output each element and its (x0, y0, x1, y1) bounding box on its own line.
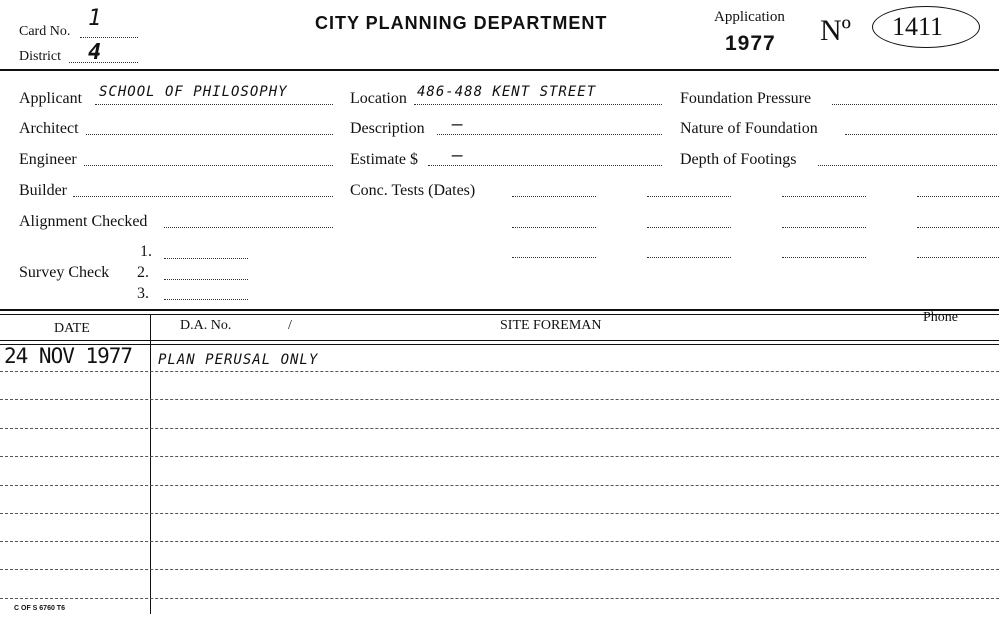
description-line (437, 134, 662, 135)
survey-2-line[interactable] (164, 279, 248, 280)
conc-test-slot-11[interactable] (782, 257, 866, 258)
conc-test-slot-3[interactable] (782, 196, 866, 197)
conc-test-slot-7[interactable] (782, 227, 866, 228)
conc-test-slot-8[interactable] (917, 227, 999, 228)
depth-footings-line[interactable] (818, 165, 997, 166)
survey-3-line[interactable] (164, 299, 248, 300)
da-no-header: D.A. No. (180, 318, 232, 333)
engineer-line[interactable] (84, 165, 333, 166)
district-label: District (19, 49, 61, 64)
table-row (0, 456, 999, 457)
phone-header: Phone (923, 310, 958, 325)
applicant-line (95, 104, 333, 105)
conc-test-slot-9[interactable] (512, 257, 596, 258)
conc-test-slot-10[interactable] (647, 257, 731, 258)
table-row (0, 399, 999, 400)
builder-line[interactable] (73, 196, 333, 197)
table-row (0, 371, 999, 372)
district-line (69, 62, 138, 63)
architect-line[interactable] (86, 134, 333, 135)
conc-test-slot-6[interactable] (647, 227, 731, 228)
card-no-value[interactable]: 1 (88, 6, 103, 31)
applicant-value[interactable]: SCHOOL OF PHILOSOPHY (99, 84, 288, 100)
description-label: Description (350, 120, 425, 137)
location-value[interactable]: 486-488 KENT STREET (417, 84, 597, 100)
alignment-label: Alignment Checked (19, 213, 148, 230)
survey-3-label: 3. (137, 285, 149, 302)
conc-test-slot-4[interactable] (917, 196, 999, 197)
conc-tests-label: Conc. Tests (Dates) (350, 182, 476, 199)
applicant-label: Applicant (19, 90, 83, 107)
description-value[interactable]: — (452, 114, 464, 135)
card-no-line (80, 37, 138, 38)
conc-test-slot-2[interactable] (647, 196, 731, 197)
table-row (0, 513, 999, 514)
table-row (0, 428, 999, 429)
builder-label: Builder (19, 182, 67, 199)
header-divider (0, 69, 999, 71)
table-row (0, 485, 999, 486)
estimate-value[interactable]: — (452, 145, 464, 166)
engineer-label: Engineer (19, 151, 77, 168)
survey-1-label: 1. (140, 243, 152, 260)
survey-1-line[interactable] (164, 258, 248, 259)
page-title: CITY PLANNING DEPARTMENT (315, 13, 608, 33)
nature-foundation-line[interactable] (845, 134, 997, 135)
district-value[interactable]: 4 (88, 40, 103, 65)
table-top-border (0, 309, 999, 311)
application-year: 1977 (725, 32, 776, 55)
log-entry-date[interactable]: 24 NOV 1977 (4, 344, 133, 368)
survey-check-label: Survey Check (19, 264, 110, 281)
card-no-label: Card No. (19, 24, 71, 39)
nature-foundation-label: Nature of Foundation (680, 120, 818, 137)
foundation-pressure-label: Foundation Pressure (680, 90, 812, 107)
form-code: C OF S 6760 T6 (14, 605, 65, 612)
location-label: Location (350, 90, 407, 107)
date-header: DATE (54, 321, 90, 336)
survey-2-label: 2. (137, 264, 149, 281)
location-line (414, 104, 662, 105)
alignment-line[interactable] (164, 227, 333, 228)
estimate-label: Estimate $ (350, 151, 418, 168)
table-row (0, 598, 999, 599)
depth-footings-label: Depth of Footings (680, 151, 797, 168)
application-label: Application (714, 9, 785, 25)
log-entry-text[interactable]: PLAN PERUSAL ONLY (158, 352, 319, 368)
architect-label: Architect (19, 120, 79, 137)
site-foreman-header: SITE FOREMAN (500, 318, 602, 333)
number-label: Nº (820, 14, 851, 47)
number-value: 1411 (892, 12, 944, 41)
da-no-slash: / (288, 318, 292, 333)
table-row (0, 569, 999, 570)
conc-test-slot-12[interactable] (917, 257, 999, 258)
conc-test-slot-1[interactable] (512, 196, 596, 197)
conc-test-slot-5[interactable] (512, 227, 596, 228)
foundation-pressure-line[interactable] (832, 104, 997, 105)
table-row (0, 541, 999, 542)
